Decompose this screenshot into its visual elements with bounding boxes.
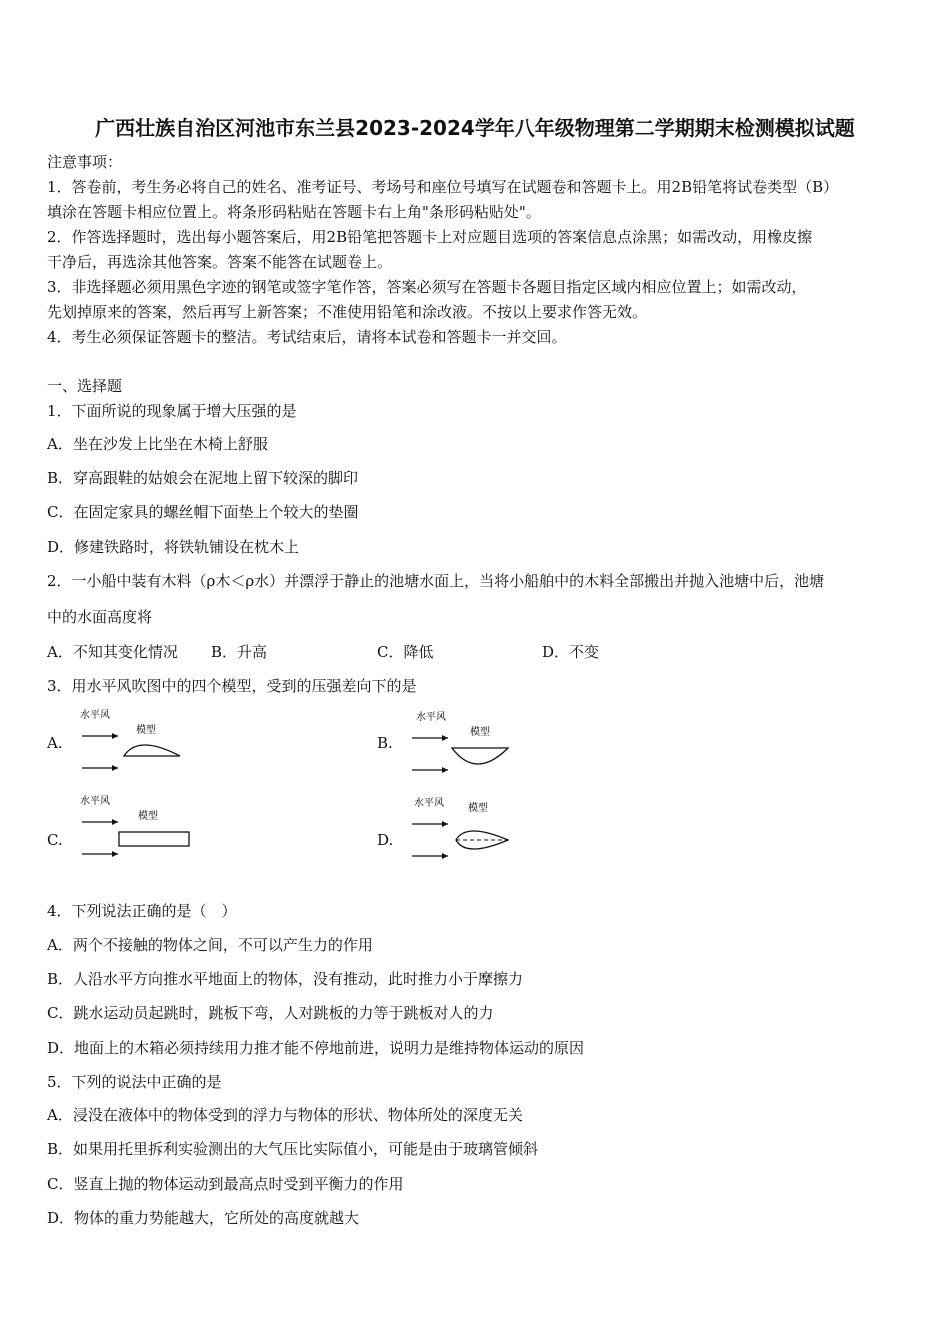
option-a: A．坐在沙发上比坐在木椅上舒服 xyxy=(47,435,268,453)
question-stem: 5．下列的说法中正确的是 xyxy=(47,1073,222,1091)
option-d: D．物体的重力势能越大，它所处的高度就越大 xyxy=(47,1209,360,1227)
page-title: 广西壮族自治区河池市东兰县2023-2024学年八年级物理第二学期期末检测模拟试题 xyxy=(95,116,855,140)
option-a: A．两个不接触的物体之间，不可以产生力的作用 xyxy=(47,936,373,954)
notice-line: 1．答卷前，考生务必将自己的姓名、准考证号、考场号和座位号填写在试题卷和答题卡上。用2B铅笔将试卷类型（B） xyxy=(47,178,839,196)
wind-label: 水平风 xyxy=(80,710,110,721)
figure-c-label: C. xyxy=(47,831,63,849)
question-stem: 3．用水平风吹图中的四个模型，受到的压强差向下的是 xyxy=(47,677,417,695)
figure-c-rectangle xyxy=(76,792,196,864)
figure-d-label: D. xyxy=(377,831,394,849)
notice-line: 4．考生必须保证答题卡的整洁。考试结束后，请将本试卷和答题卡一并交回。 xyxy=(47,328,567,346)
option-b: B．升高 xyxy=(211,643,268,661)
figure-a-airfoil-flat-bottom xyxy=(76,706,186,776)
figure-b-label: B. xyxy=(377,734,393,752)
figure-d-symmetric-shape xyxy=(406,794,526,866)
option-d: D．修建铁路时，将铁轨铺设在枕木上 xyxy=(47,538,300,556)
question-stem: 4．下列说法正确的是（ ） xyxy=(47,902,237,920)
notice-line: 干净后，再选涂其他答案。答案不能答在试题卷上。 xyxy=(47,253,393,271)
option-b: B．如果用托里拆利实验测出的大气压比实际值小，可能是由于玻璃管倾斜 xyxy=(47,1140,539,1158)
notice-heading: 注意事项： xyxy=(47,153,123,171)
model-label: 模型 xyxy=(468,803,488,814)
figure-b-airfoil-flat-top xyxy=(406,708,516,778)
notice-line: 2．作答选择题时，选出每小题答案后，用2B铅笔把答题卡上对应题目选项的答案信息点涂黑；如需改动，用橡皮擦 xyxy=(47,228,813,246)
option-a: A．不知其变化情况 xyxy=(47,643,178,661)
model-label: 模型 xyxy=(470,727,490,738)
option-c: C．跳水运动员起跳时，跳板下弯，人对跳板的力等于跳板对人的力 xyxy=(47,1004,494,1022)
wind-label: 水平风 xyxy=(414,798,444,809)
option-c: C．降低 xyxy=(377,643,434,661)
notice-line: 3．非选择题必须用黑色字迹的钢笔或签字笔作答，答案必须写在答题卡各题目指定区域内相应位置上；如需改动， xyxy=(47,278,807,296)
option-b: B．穿高跟鞋的姑娘会在泥地上留下较深的脚印 xyxy=(47,469,359,487)
option-c: C．在固定家具的螺丝帽下面垫上个较大的垫圈 xyxy=(47,503,359,521)
option-a: A．浸没在液体中的物体受到的浮力与物体的形状、物体所处的深度无关 xyxy=(47,1106,523,1124)
wind-label: 水平风 xyxy=(80,796,110,807)
question-stem: 1．下面所说的现象属于增大压强的是 xyxy=(47,402,297,420)
option-b: B．人沿水平方向推水平地面上的物体，没有推动，此时推力小于摩擦力 xyxy=(47,970,524,988)
model-label: 模型 xyxy=(136,725,156,736)
notice-line: 先划掉原来的答案，然后再写上新答案；不准使用铅笔和涂改液。不按以上要求作答无效。 xyxy=(47,303,648,321)
wind-label: 水平风 xyxy=(416,712,446,723)
option-d: D．地面上的木箱必须持续用力推才能不停地前进，说明力是维持物体运动的原因 xyxy=(47,1039,585,1057)
section-heading: 一、选择题 xyxy=(47,377,123,395)
figure-a-label: A. xyxy=(47,734,63,752)
option-d: D．不变 xyxy=(542,643,600,661)
option-c: C．竖直上抛的物体运动到最高点时受到平衡力的作用 xyxy=(47,1175,404,1193)
model-label: 模型 xyxy=(138,811,158,822)
notice-line: 填涂在答题卡相应位置上。将条形码粘贴在答题卡右上角"条形码粘贴处"。 xyxy=(47,203,541,221)
question-stem: 2．一小船中装有木料（ρ木＜ρ水）并漂浮于静止的池塘水面上，当将小船舶中的木料全部搬出并抛入池塘中后，池塘 xyxy=(47,572,825,590)
question-stem-cont: 中的水面高度将 xyxy=(47,608,153,626)
